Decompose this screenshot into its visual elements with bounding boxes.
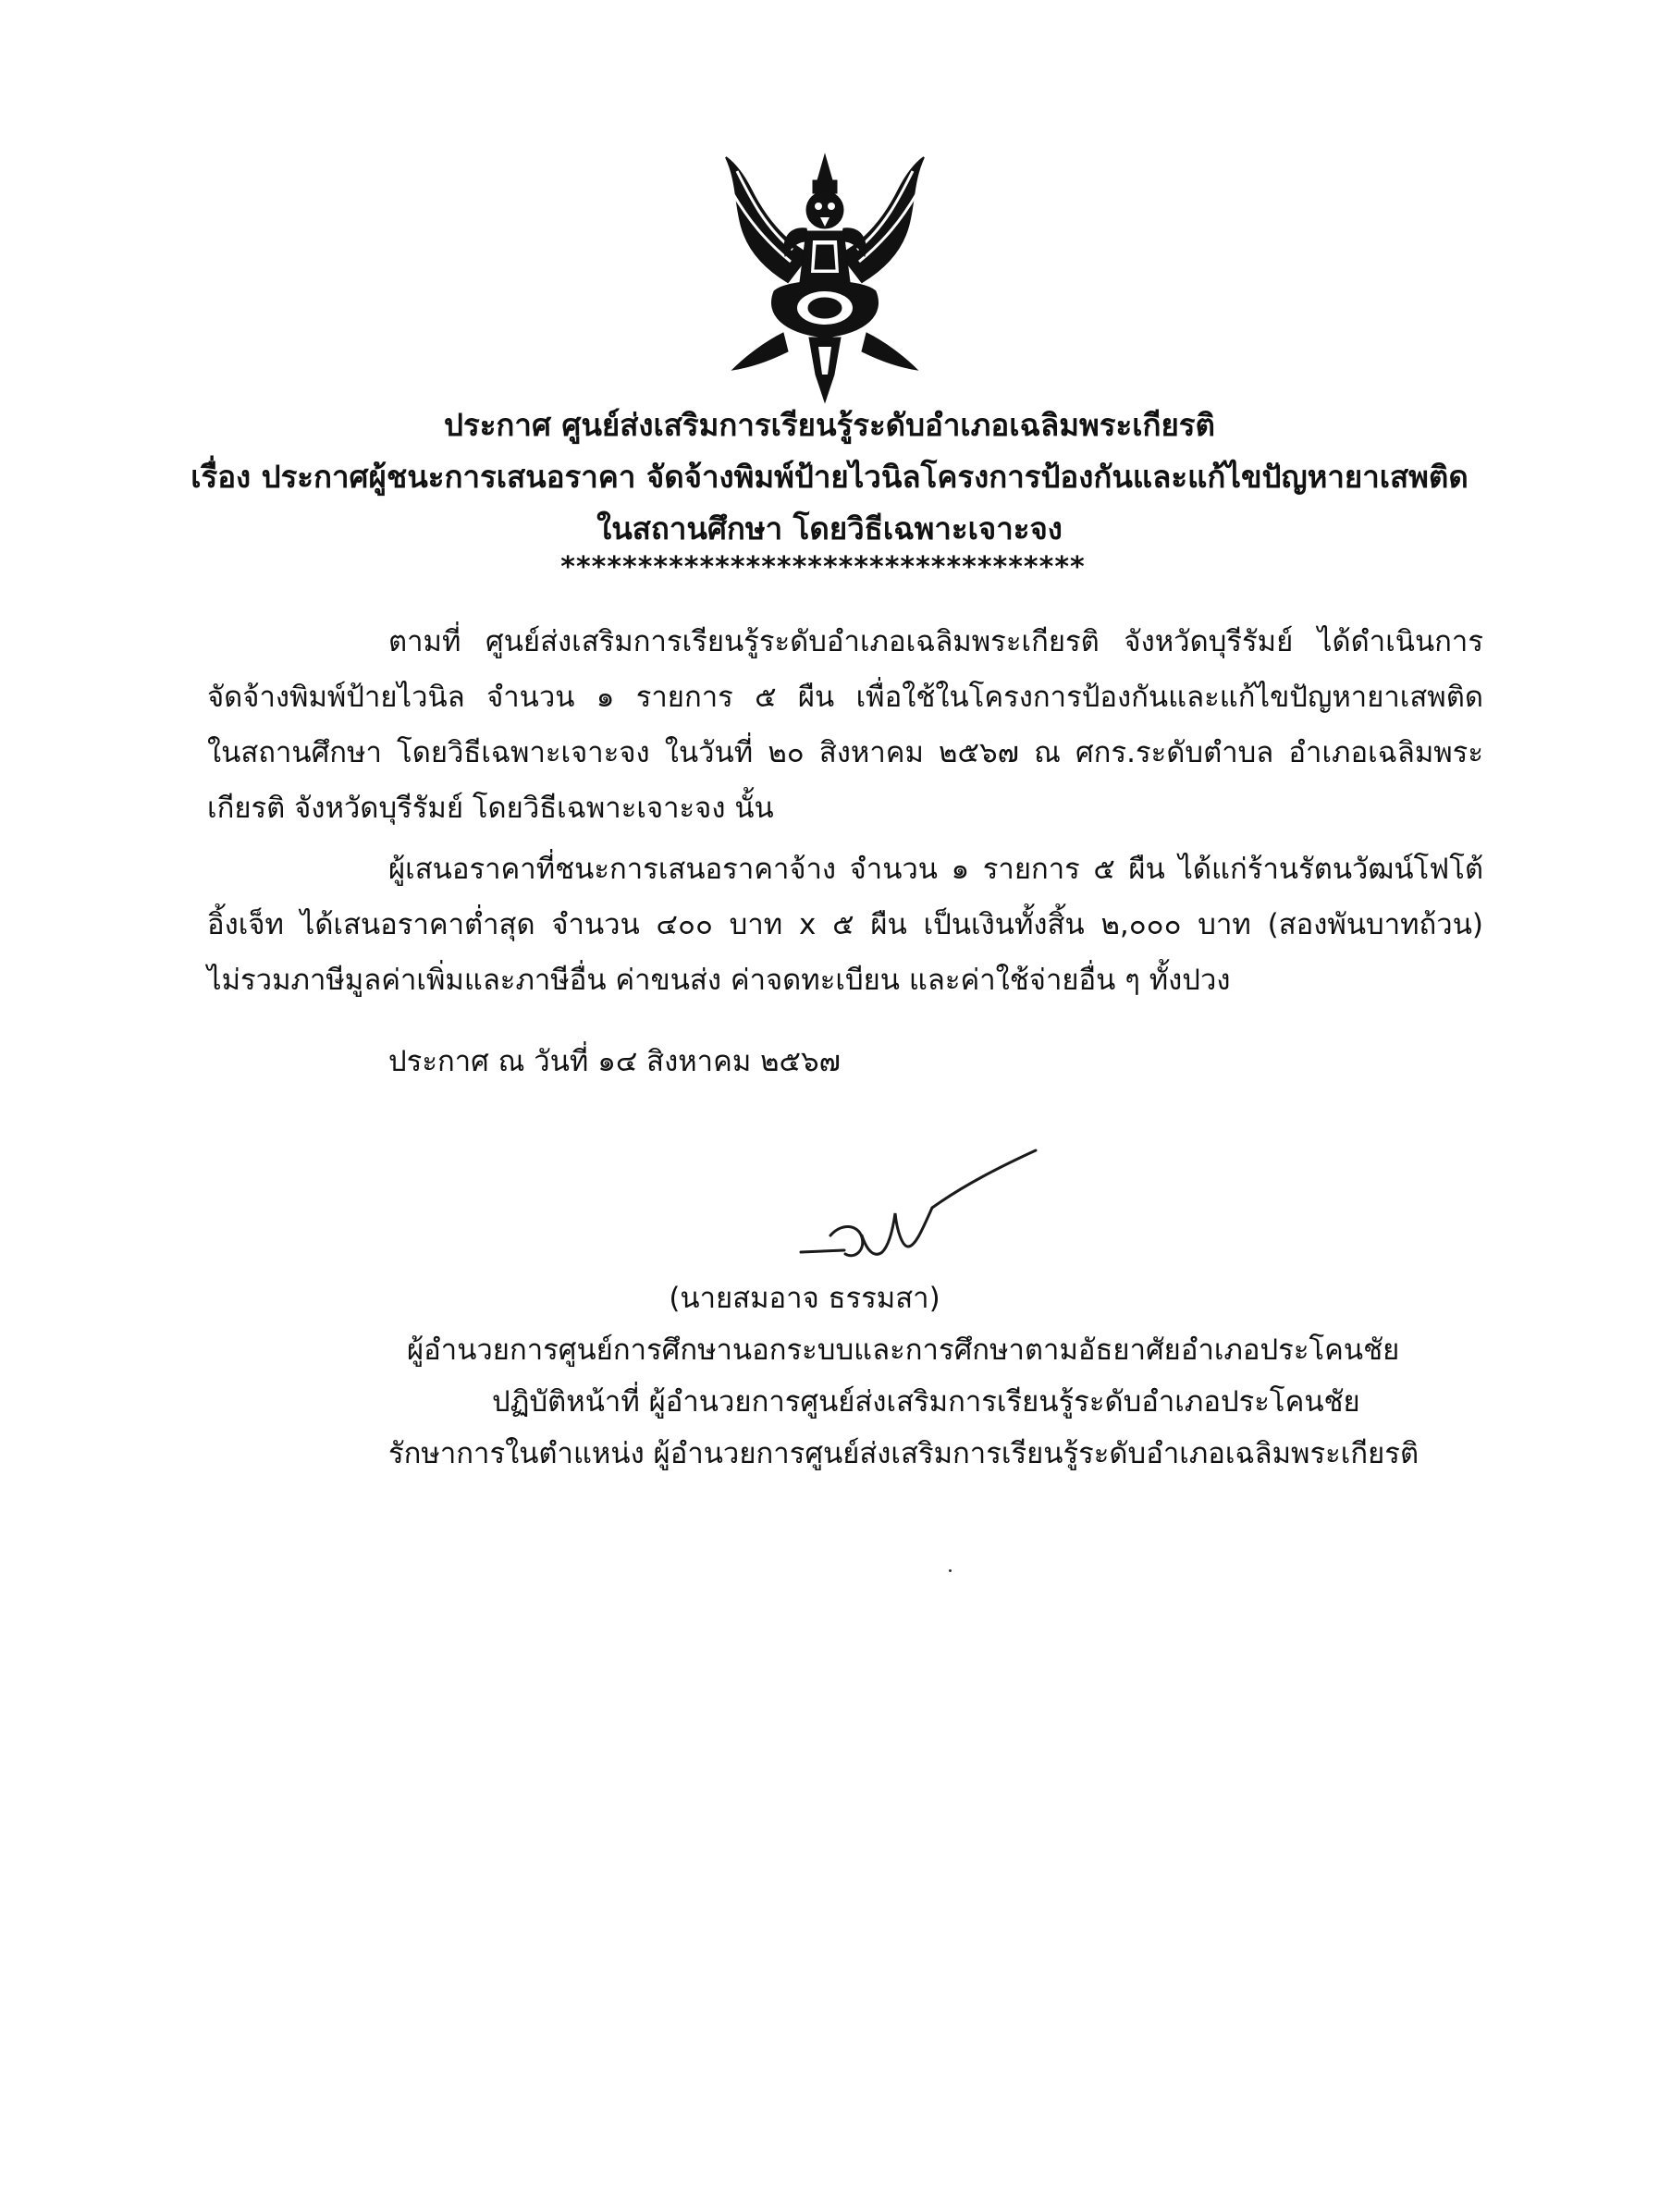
announcement-date: ประกาศ ณ วันที่ ๑๔ สิงหาคม ๒๕๖๗ [388,1045,841,1078]
announcement-title: ประกาศ ศูนย์ส่งเสริมการเรียนรู้ระดับอำเภอเฉลิมพระเกียรติ [444,407,1215,443]
paragraph-line: ในสถานศึกษา โดยวิธีเฉพาะเจาะจง ในวันที่ ๒๐ สิงหาคม ๒๕๖๗ ณ ศกร.ระดับตำบล อำเภอเฉลิมพระ [207,736,1483,769]
announcement-subject-cont: ในสถานศึกษา โดยวิธีเฉพาะเจาะจง [596,510,1063,547]
paragraph-line: เกียรติ จังหวัดบุรีรัมย์ โดยวิธีเฉพาะเจาะจง นั้น [207,792,774,825]
signer-name: (นายสมอาจ ธรรมสา) [669,1282,940,1315]
handwritten-signature-icon [793,1143,1052,1282]
signer-position: ผู้อำนวยการศูนย์การศึกษานอกระบบและการศึกษาตามอัธยาศัยอำเภอประโคนชัย [407,1333,1400,1367]
document-header [166,399,1493,555]
paragraph-line: ผู้เสนอราคาที่ชนะการเสนอราคาจ้าง จำนวน ๑ รายการ ๕ ผืน ได้แก่ร้านรัตนวัฒน์โฟโต้ [388,853,1483,886]
scan-speck [949,1569,952,1572]
paragraph-winner [207,842,1483,1008]
separator-stars: ********************************** [560,551,1086,584]
signer-acting-position: รักษาการในตำแหน่ง ผู้อำนวยการศูนย์ส่งเสริมการเรียนรู้ระดับอำเภอเฉลิมพระเกียรติ [388,1437,1419,1470]
signer-acting-duty: ปฏิบัติหน้าที่ ผู้อำนวยการศูนย์ส่งเสริมการเรียนรู้ระดับอำเภอประโคนชัย [492,1385,1360,1419]
paragraph-line: อิ้งเจ็ท ได้เสนอราคาต่ำสุด จำนวน ๔๐๐ บาท x ๕ ผืน เป็นเงินทั้งสิ้น ๒,๐๐๐ บาท (สองพันบาทถ้วน) [207,908,1483,941]
announcement-subject: เรื่อง ประกาศผู้ชนะการเสนอราคา จัดจ้างพิมพ์ป้ายไวนิลโครงการป้องกันและแก้ไขปัญหายาเสพติด [190,459,1469,495]
paragraph-line: ไม่รวมภาษีมูลค่าเพิ่มและภาษีอื่น ค่าขนส่ง ค่าจดทะเบียน และค่าใช้จ่ายอื่น ๆ ทั้งปวง [207,964,1231,997]
paragraph-line: จัดจ้างพิมพ์ป้ายไวนิล จำนวน ๑ รายการ ๕ ผืน เพื่อใช้ในโครงการป้องกันและแก้ไขปัญหายาเสพติด [207,681,1483,714]
paragraph-line: ตามที่ ศูนย์ส่งเสริมการเรียนรู้ระดับอำเภอเฉลิมพระเกียรติ จังหวัดบุรีรัมย์ ได้ดำเนินการ [388,625,1483,658]
paragraph-background [207,614,1483,836]
garuda-emblem-icon [700,153,950,407]
